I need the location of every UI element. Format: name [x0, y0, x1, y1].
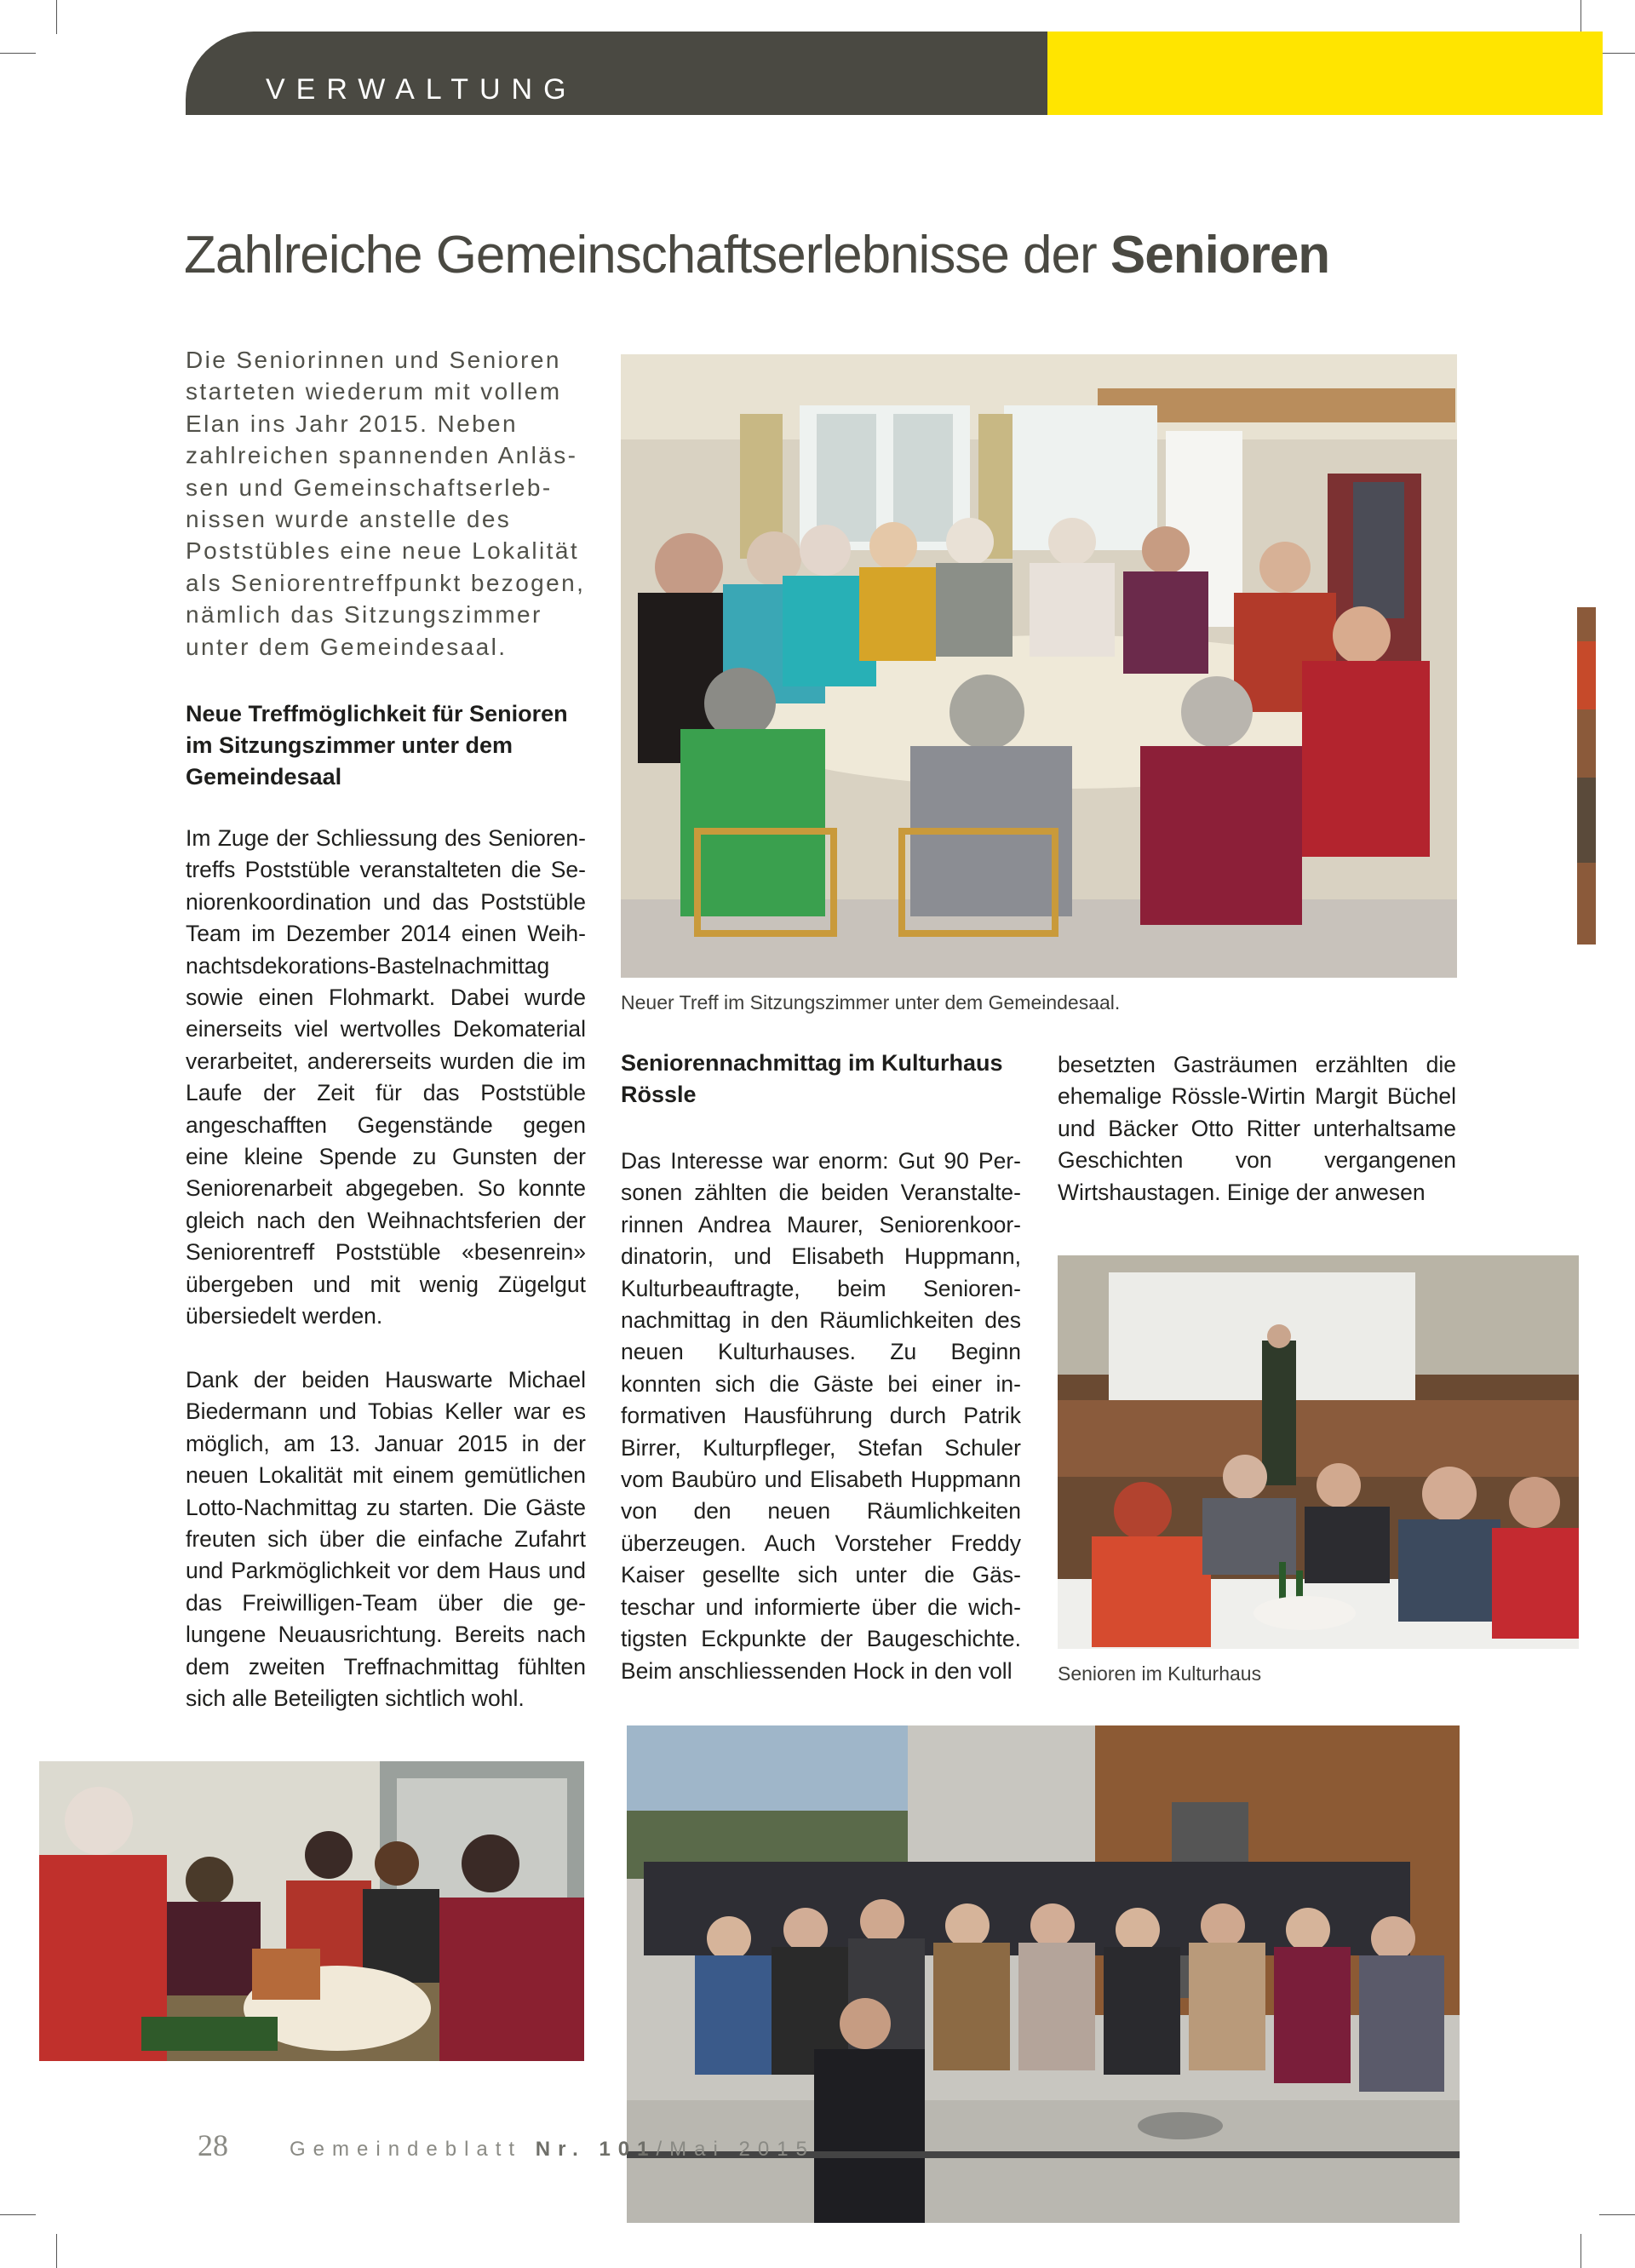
section-label: VERWALTUNG [266, 73, 577, 106]
crop-mark [56, 2234, 57, 2268]
crop-mark [1580, 0, 1581, 34]
section-heading: Seniorennachmittag im Kulturhaus Rössle [621, 1050, 1003, 1107]
title-light: Zahlreiche Gemeinschaftserlebnisse der [184, 226, 1097, 284]
photo-crafting-afternoon [39, 1761, 584, 2061]
photo-kulturhaus-hall [1058, 1255, 1579, 1649]
crop-mark [1599, 2214, 1635, 2215]
photo-meeting-room [621, 354, 1457, 978]
issue-date: /Mai 2015 [656, 2138, 815, 2161]
photo-caption: Senioren im Kulturhaus [1058, 1662, 1262, 1685]
paragraph: Im Zuge der Schliessung des Seniorentreffs Poststüble veranstalteten die Seniorenkoordination und das Poststüble Team im Dezember 2014 einen Weihnachtsdekorations-Bastelnachmittag sowie einen Flohmarkt. Dabei wurde einerseits viel wertvolles Dekomaterial verarbeitet, andererseits wurden die im Laufe der Zeit für das Poststüble angeschafften Gegenstände gegen eine kleine Spende zu Gunsten der Seniorenarbeit abgegeben. So konnte gleich nach den Weihnachtsferien der Seniorentreff Poststüble «besenrein» übergeben und mit wenig Zügelgut übersiedelt werden. [186, 825, 586, 1329]
crop-mark [56, 0, 57, 34]
article-column-3 [1058, 1049, 1456, 1240]
crop-mark [0, 53, 36, 54]
issue-number: Nr. 101 [535, 2138, 657, 2161]
page-number: 28 [198, 2128, 228, 2162]
article-column-2 [621, 1145, 1021, 1719]
crop-mark [1599, 53, 1635, 54]
crop-mark [1580, 2234, 1581, 2268]
paragraph: Dank der beiden Hauswarte Michael Biedermann und Tobias Keller war es möglich, am 13. Januar 2015 in der neuen Lokalität mit einem gemütlichen Lotto-Nachmittag zu starten. Die Gäste freuten sich über die einfache Zufahrt und Parkmöglichkeit vor dem Haus und das Freiwilligen-Team über die gelungene Neuausrichtung. Bereits nach dem zweiten Treffnachmittag fühlten sich alle Beteiligten sichtlich wohl. [186, 1366, 586, 1711]
photo-caption: Neuer Treff im Sitzungszimmer unter dem Gemeindesaal. [621, 991, 1121, 1013]
article-title [184, 223, 1461, 288]
title-bold: Senioren [1110, 226, 1330, 284]
publication-name: Gemeindeblatt [290, 2138, 523, 2161]
publication-footer [290, 2138, 815, 2162]
crop-mark [0, 2214, 36, 2215]
article-column-1 [186, 823, 586, 1747]
section-band-accent [1047, 32, 1603, 115]
article-lead: Die Seniorinnen und Senioren starteten wiederum mit vollem Elan ins Jahr 2015. Neben zahlreichen spannenden Anlässen und Gemeinschaftserlebnissen wurde anstelle des Poststübles eine neue Lokalität als Seniorentreffpunkt bezogen, nämlich das Sitzungszimmer unter dem Gemeindesaal. [186, 347, 586, 660]
section-heading: Neue Treffmöglichkeit für Senioren im Sitzungszimmer unter dem Gemeindesaal [186, 701, 568, 789]
paragraph: Das Interesse war enorm: Gut 90 Personen zählten die beiden Veranstalterinnen Andrea Maurer, Seniorenkoordinatorin, und Elisabeth Huppmann, Kulturbeauftragte, beim Seniorennachmittag in den Räumlichkeiten des neuen Kulturhauses. Zu Beginn konnten sich die Gäste bei einer informativen Hausführung durch Patrik Birrer, Kulturpfleger, Stefan Schuler vom Baubüro und Elisabeth Huppmann von den neuen Räumlichkeiten überzeugen. Auch Vorsteher Freddy Kaiser gesellte sich unter die Gästeschar und informierte über die wichtigsten Eckpunkte der Baugeschichte. Beim anschliessenden Hock in den voll [621, 1148, 1021, 1684]
paragraph: besetzten Gasträumen erzählten die ehemalige Rössle-Wirtin Margit Büchel und Bäcker Otto Ritter unterhaltsame Geschichten von vergangenen Wirtshaustagen. Einige der anwesen [1058, 1052, 1456, 1205]
photo-edge-strip [1577, 607, 1596, 945]
